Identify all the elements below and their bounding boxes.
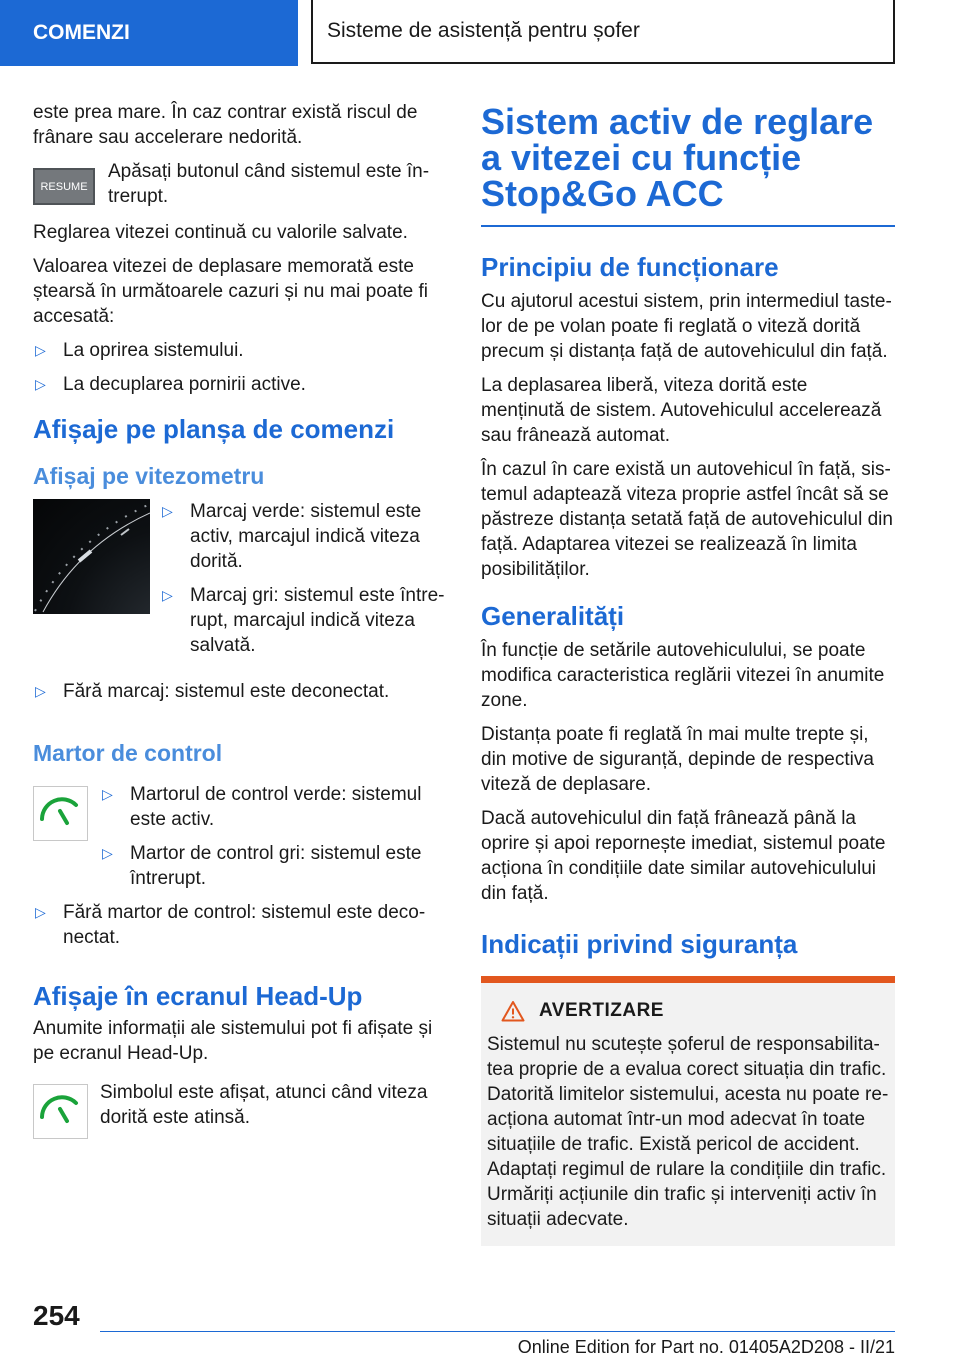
header-chapter-box <box>311 0 895 64</box>
paragraph-continue: Reglarea vitezei continuă cu valorile salvate. <box>33 222 408 243</box>
list-item-text: Fără martor de control: sistemul este deconectat. <box>63 902 426 948</box>
bullet-triangle-icon: ▷ <box>35 904 46 920</box>
heading-headup: Afișaje în ecranul Head-Up <box>33 981 363 1011</box>
warning-box <box>481 976 895 1246</box>
title-divider <box>481 225 895 227</box>
page-number: 254 <box>33 1300 80 1331</box>
headup-indicator-icon <box>33 1084 88 1139</box>
header-section-label: COMENZI <box>33 21 130 44</box>
intro-paragraph: este prea mare. În caz contrar există riscul de frânare sau accelerare nedorită. <box>33 102 418 148</box>
principle-paragraph: În cazul în care există un autovehicul în față, sistemul adaptează viteza proprie astfel încât să se păstreze distanța setată față de autovehiculul din față. Adaptarea vitezei se realizează în limita posibilităților. <box>481 459 893 580</box>
heading-display: Afișaje pe planșa de comenzi <box>33 414 395 444</box>
list-item-text: Marcaj verde: sistemul este activ, marcajul indică viteza dorită. <box>190 501 422 572</box>
footer-edition: Online Edition for Part no. 01405A2D208 - II/21 <box>517 1337 895 1357</box>
bullet-triangle-icon: ▷ <box>35 683 46 699</box>
general-paragraph: Dacă autovehiculul din față frânează până la oprire și apoi repornește imediat, sistemul poate acționa în condițiile date similar autovehiculului din față. <box>481 808 886 904</box>
heading-control-light: Martor de control <box>33 740 223 766</box>
speedometer-row <box>33 499 446 667</box>
resume-button-image <box>33 168 95 205</box>
list-item <box>100 782 446 832</box>
general-paragraph: În funcție de setările autovehiculului, se poate modifica caracteristica reglării vitezei în anumite zone. <box>481 640 885 711</box>
heading-general: Generalități <box>481 601 625 631</box>
list-item-text: Martorul de control verde: sistemul este activ. <box>130 784 422 830</box>
list-item <box>33 900 446 950</box>
indicator-green-icon <box>33 786 88 841</box>
bullet-triangle-icon: ▷ <box>35 376 46 392</box>
header-chapter-label: Sisteme de asistență pentru șofer <box>327 19 640 42</box>
resume-text: Apăsați butonul când sistemul este întrerupt. <box>108 161 430 207</box>
right-column <box>481 100 895 1246</box>
footer-rule <box>100 1331 895 1332</box>
list-item <box>100 841 446 891</box>
header-section-tab <box>0 0 298 66</box>
warning-text: Sistemul nu scutește șoferul de responsabilitatea proprie de a evalua corect situația din trafic. Datorită limitelor sistemului, acesta nu poate reacționa automat într-un mod adecvat în toate situațiile de trafic. Există pericol de accident. Adaptați regimul de rulare la condițiile din trafic. Urmăriți acțiunile din trafic și interveniți activ în situații adecvate. <box>487 1034 889 1230</box>
paragraph-memory: Valoarea vitezei de deplasare memorată este ștearsă în următoarele cazuri și nu mai poate fi accesată: <box>33 256 428 327</box>
headup-row <box>33 1080 446 1139</box>
bullet-triangle-icon: ▷ <box>102 845 113 861</box>
speedometer-graphic <box>33 499 150 614</box>
bullet-triangle-icon: ▷ <box>162 587 173 603</box>
warning-title: AVERTIZARE <box>539 1000 664 1021</box>
list-item <box>33 338 446 363</box>
speedometer-image <box>33 499 150 614</box>
list-item-text: La oprirea sistemului. <box>63 340 244 361</box>
list-item <box>160 499 446 574</box>
left-column <box>33 100 446 1139</box>
principle-paragraph: La deplasarea liberă, viteza dorită este menținută de sistem. Autovehiculul accelerează sau frânează automat. <box>481 375 882 446</box>
list-item-text: Fără marcaj: sistemul este deconectat. <box>63 681 390 702</box>
list-item <box>160 583 446 658</box>
headup-paragraph: Anumite informații ale sistemului pot fi afișate și pe ecranul Head-Up. <box>33 1018 433 1064</box>
heading-principle: Principiu de funcționare <box>481 252 779 282</box>
heading-safety: Indicații privind siguranța <box>481 929 798 959</box>
control-light-row <box>33 782 446 900</box>
page-title: Sistem activ de reglare a vitezei cu funcție Stop&Go ACC <box>481 101 874 214</box>
bullet-triangle-icon: ▷ <box>102 786 113 802</box>
warning-triangle-icon <box>501 1000 525 1022</box>
list-item <box>33 372 446 397</box>
warning-header <box>487 1000 889 1022</box>
list-item-text: Marcaj gri: sistemul este întrerupt, marcajul indică viteza salvată. <box>190 585 445 656</box>
general-paragraph: Distanța poate fi reglată în mai multe trepte și, din motive de siguranță, depinde de respectiva viteză de deplasare. <box>481 724 874 795</box>
list-item-text: La decuplarea pornirii active. <box>63 374 306 395</box>
resume-row <box>33 161 446 209</box>
list-item <box>33 679 446 704</box>
list-item-text: Martor de control gri: sistemul este întrerupt. <box>130 843 422 889</box>
headup-icon-text: Simbolul este afișat, atunci când viteza dorită este atinsă. <box>100 1082 428 1128</box>
heading-speedometer: Afișaj pe vitezometru <box>33 463 265 489</box>
principle-paragraph: Cu ajutorul acestui sistem, prin intermediul tastelor de pe volan poate fi reglată o viteză dorită precum și distanța față de autovehiculul din față. <box>481 291 892 362</box>
resume-button-label: RESUME <box>40 180 88 193</box>
warning-bar <box>481 976 895 983</box>
bullet-triangle-icon: ▷ <box>35 342 46 358</box>
bullet-triangle-icon: ▷ <box>162 503 173 519</box>
